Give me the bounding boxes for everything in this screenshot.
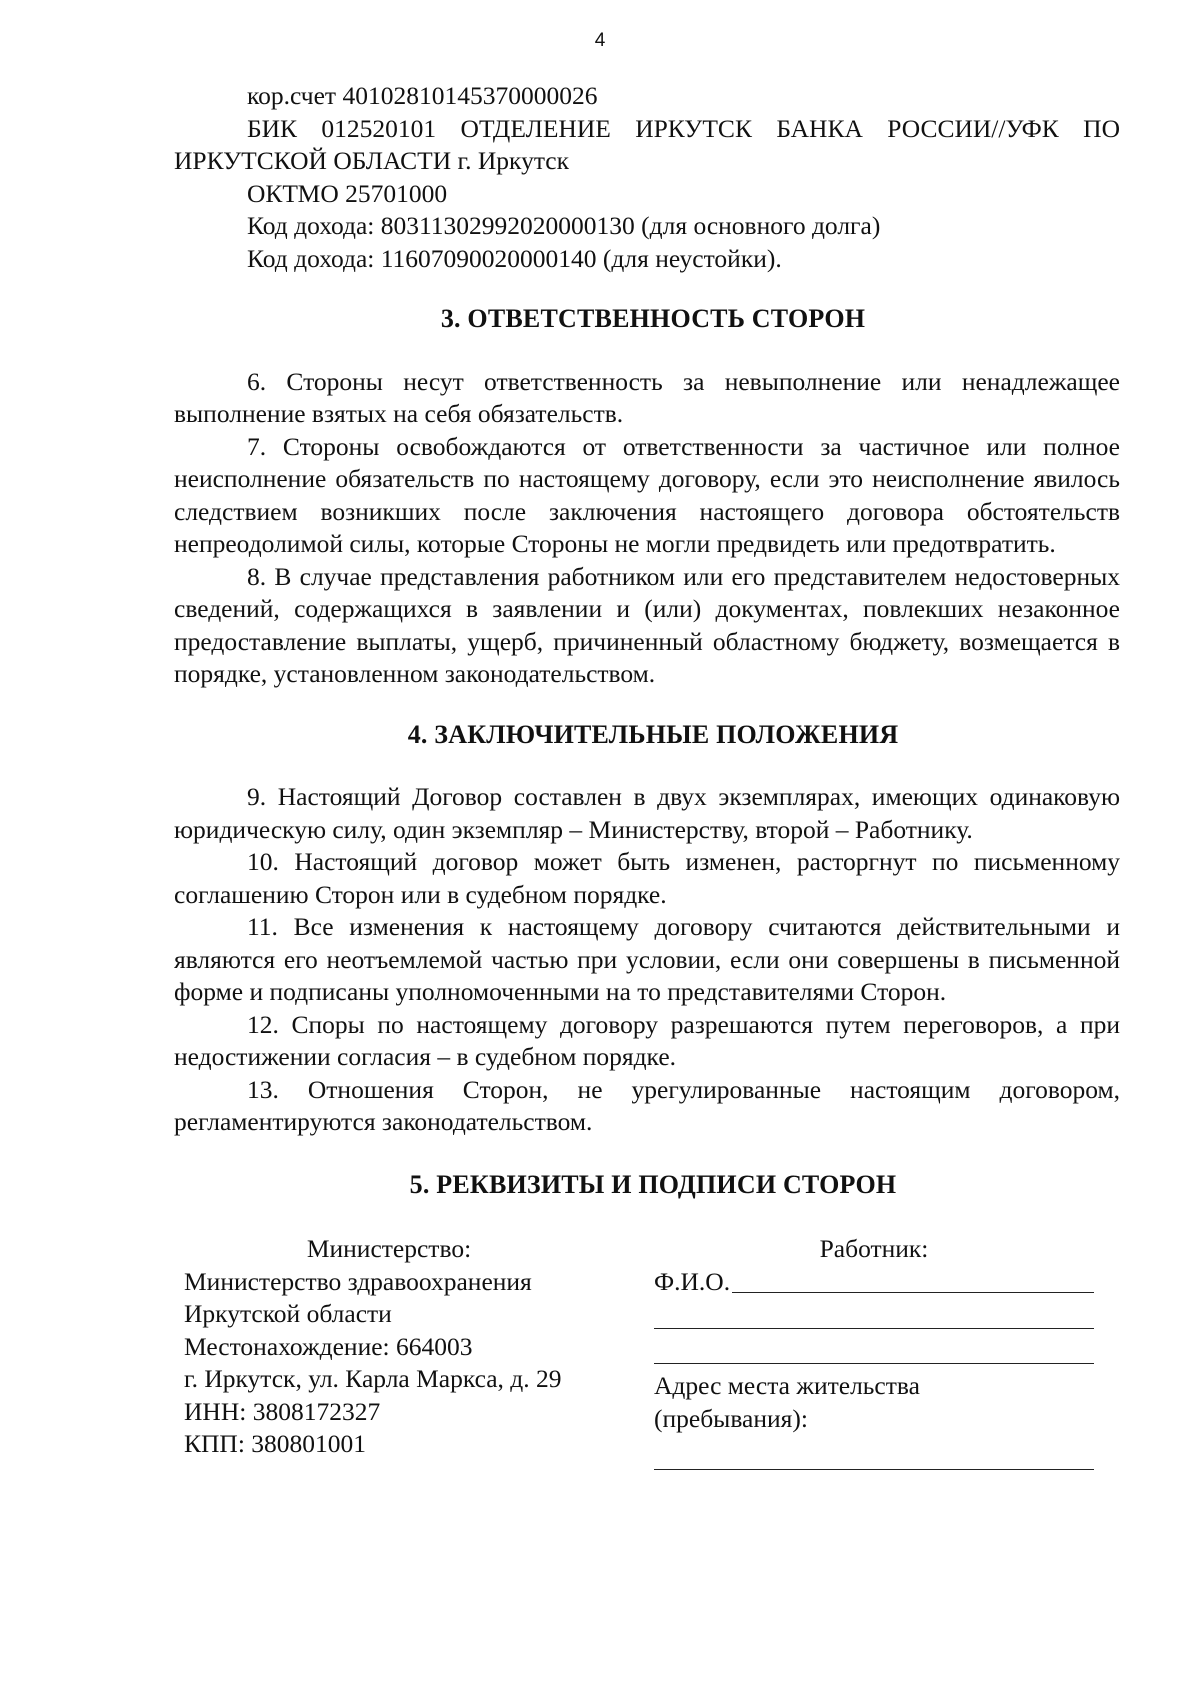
clause-9: 9. Настоящий Договор составлен в двух экземплярах, имеющих одинаковую юридическую силу, один экземпляр – Министерству, второй – Работнику.	[174, 782, 1120, 844]
section-5-heading: 5. РЕКВИЗИТЫ И ПОДПИСИ СТОРОН	[409, 1169, 897, 1199]
ministry-details	[174, 1233, 614, 1470]
ministry-address: г. Иркутск, ул. Карла Маркса, д. 29	[184, 1364, 562, 1393]
clause-8: 8. В случае представления работником или его представителем недостоверных сведений, содержащихся в заявлении и (или) документах, повлекших незаконное предоставление выплаты, ущерб, причиненный областному бюджету, возмещается в порядке, установленном законодательством.	[174, 561, 1120, 688]
address-blank-line[interactable]	[654, 1435, 1094, 1470]
income-code-principal: Код дохода: 80311302992020000130 (для основного долга)	[247, 211, 881, 240]
ministry-name-line1: Министерство здравоохранения	[184, 1266, 532, 1296]
fio-blank-line-3[interactable]	[654, 1333, 1094, 1364]
fio-blank-line-2[interactable]	[654, 1298, 1094, 1329]
clause-13: 13. Отношения Сторон, не урегулированные настоящим договором, регламентируются законодательством.	[174, 1074, 1120, 1136]
worker-title: Работник:	[819, 1234, 929, 1263]
section-3-heading: 3. ОТВЕТСТВЕННОСТЬ СТОРОН	[440, 304, 866, 333]
clause-12: 12. Споры по настоящему договору разрешаются путем переговоров, а при недостижении согласия – в судебном порядке.	[174, 1009, 1120, 1071]
section-3-body	[174, 366, 1120, 691]
bank-details	[174, 80, 1120, 275]
income-code-penalty: Код дохода: 11607090020000140 (для неустойки).	[247, 243, 782, 273]
ministry-title: Министерство:	[306, 1234, 472, 1263]
fio-row	[654, 1266, 1094, 1299]
section-4-body	[174, 781, 1120, 1139]
bank-name-line: ИРКУТСКОЙ ОБЛАСТИ г. Иркутск	[174, 146, 569, 175]
clause-6: 6. Стороны несут ответственность за невыполнение или ненадлежащее выполнение взятых на себя обязательств.	[174, 366, 1120, 428]
worker-details	[654, 1233, 1094, 1470]
clause-7: 7. Стороны освобождаются от ответственности за частичное или полное неисполнение обязательств по настоящему договору, если это неисполнение явилось следствием возникших после заключения настоящего договора обстоятельств непреодолимой силы, которые Стороны не могли предвидеть или предотвратить.	[174, 431, 1120, 558]
oktmo: ОКТМО 25701000	[247, 178, 448, 208]
ministry-name-line2: Иркутской области	[184, 1299, 392, 1328]
ministry-kpp: КПП: 380801001	[184, 1429, 367, 1458]
bik-line: БИК 012520101 ОТДЕЛЕНИЕ ИРКУТСК БАНКА РОССИИ//УФК ПО	[247, 113, 1120, 143]
document-body	[174, 80, 1120, 1470]
fio-label: Ф.И.О.	[654, 1266, 731, 1296]
signature-block	[174, 1233, 1120, 1470]
address-label-line2: (пребывания):	[654, 1403, 808, 1433]
address-label-line1: Адрес места жительства	[654, 1371, 920, 1400]
fio-blank-line[interactable]	[732, 1268, 1094, 1293]
section-4-heading: 4. ЗАКЛЮЧИТЕЛЬНЫЕ ПОЛОЖЕНИЯ	[407, 719, 899, 749]
page-number: 4	[594, 30, 606, 51]
clause-11: 11. Все изменения к настоящему договору считаются действительными и являются его неотъемлемой частью при условии, если они совершены в письменной форме и подписаны уполномоченными на то представителями Сторон.	[174, 912, 1120, 1006]
correspondent-account: кор.счет 40102810145370000026	[247, 81, 598, 110]
ministry-inn: ИНН: 3808172327	[184, 1396, 381, 1426]
ministry-location: Местонахождение: 664003	[184, 1331, 473, 1361]
clause-10: 10. Настоящий договор может быть изменен, расторгнут по письменному соглашению Сторон или в судебном порядке.	[174, 847, 1120, 909]
